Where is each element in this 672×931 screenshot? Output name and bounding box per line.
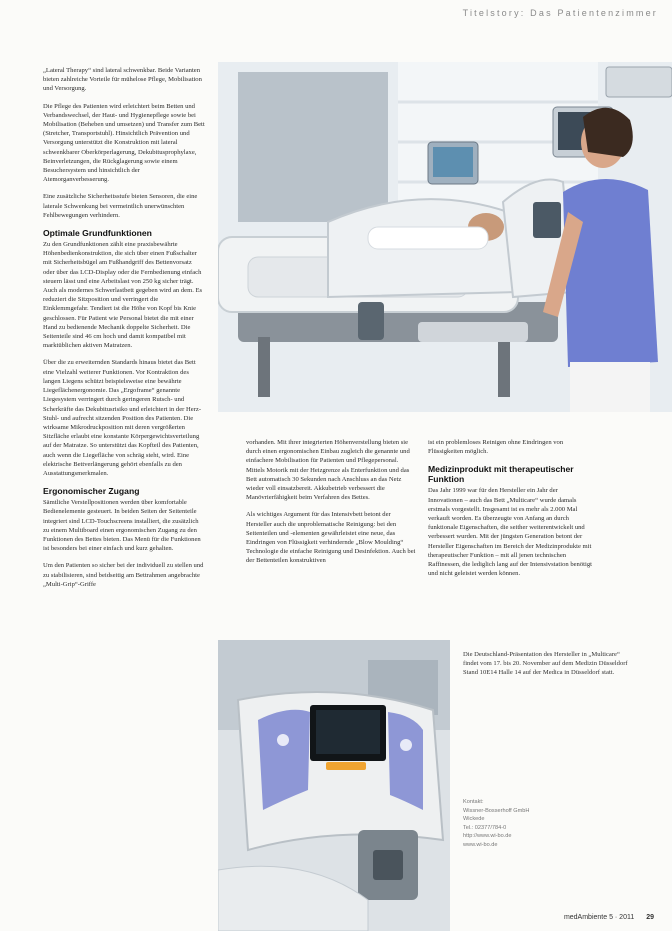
paragraph: Die Pflege des Patienten wird erleichtert beim Betten und Verbandswechsel, der Haut- und Hygienepflege sowie bei Mobilisation (Beheben und umsetzen) und Transfer zum Bett (Stretcher, Transportstuhl). Hinsichtlich Prävention und Versorgung unterstützt die Konstruktion mit lateral schwenkbarer Oberkörperlagerung, Dekubitusprophylaxe, Beinverletzungen, die Rückglagerung sowie einem Besuchersystem und hinsichtlich der Atemorganverbesserung. [43, 102, 205, 184]
paragraph: Eine zusätzliche Sicherheitsstufe bieten Sensoren, die eine laterale Schwenkung bei vermeintlich unerwünschten Fehlbewegungen verhindern. [43, 193, 198, 219]
section-header: Titelstory: Das Patientenzimmer [462, 8, 658, 18]
paragraph: vorhanden. Mit ihrer integrierten Höhenverstellung bieten sie durch einen ergonomischen Einbau zugleich die genannte und einfachere Mobilisation für Patienten und Pflegepersonal. Mittels Motorik mit der Heizgrenze als Enterfunktion und das Bett automatisch 30 Sekunden nach Anschluss an das Netz wieder voll einsatzbereit. Akkubetrieb verbessert die Manövrierfähigkeit beim Verfahren des Bettes. [246, 439, 410, 502]
subheading-medizinprodukt: Medizinprodukt mit therapeutischer Funktion [428, 464, 574, 485]
paragraph: ist ein problemloses Reinigen ohne Eindringen von Flüssigkeiten möglich. [428, 439, 564, 456]
paragraph: „Lateral Therapy“ sind lateral schwenkbar. Beide Varianten bieten zahlreiche Vorteile für mühelose Pflege, Mobilisation und Versorgung. [43, 67, 202, 93]
contact-block [463, 798, 623, 849]
paragraph: Als wichtiges Argument für das Intensivbett betont der Hersteller auch die unproblematische Reinigung: bei den Seitenteilen und -elementen gewährleistet eine neue, das Eindringen von Flüssigkeit verhindernde „Blow Moulding“ Technologie die einfache Reinigung und Desinfektion. Auch bei der Bettenteilen konstruktiven [246, 511, 416, 565]
page-footer [564, 914, 654, 921]
contact-phone: Tel.: 02377/784-0 [463, 824, 507, 831]
page-number: 29 [646, 914, 654, 921]
paragraph: Über die zu erweiternden Standards hinaus bietet das Bett eine Vielzahl weiterer Funktionen. Vor Kontraktion des langen Liegens schützt beispielsweise eine bewährte Liegeflächenergonomie. Das „Ergoframe“ genannte Liegesystem verringert durch geringeren Rutsch- und Scherkräfte das Dekubitusrisiko und erleichtert in der Herz-Stuhl- und aufrecht sitzenden Position des Patienten. Die wirksame Mikrodruckposition mit deren vergrößerten Sitzfläche erlaubt eine konstante Körpergewichtsverteilung auf der Matratze. So unterstützt das Kopfteil des Patienten, auch wenn die Liegefläche von schräg steht, wird. Eine elektrische Bettverlängerung gehört ebenfalls zu den Ausstattungsmerkmalen. [43, 359, 202, 477]
photo-illustration [218, 62, 672, 412]
subheading-ergonomischer-zugang: Ergonomischer Zugang [43, 486, 140, 497]
event-caption [463, 650, 631, 692]
hospital-bed-with-nurse-photo [218, 62, 672, 412]
paragraph: Das Jahr 1999 war für den Hersteller ein Jahr der Innovationen – auch das Bett „Multicare“ wurde damals erstmals vorgestellt. Insgesamt ist es mehr als 2.000 Mal verkauft worden. Es überzeugte von Anfang an durch funktionale Eigenschaften, die seither weiterentwickelt und verbessert wurden. Mit der jüngsten Generation betont der Hersteller Eigenschaften im Bereich der Medizinprodukte mit therapeutischer Funktion – mit all jenen technischen Raffinessen, die lediglich lang auf der Intensivstation benötigt und nicht geleistet werden können. [428, 487, 592, 578]
text-column-3 [428, 438, 592, 586]
text-column-1 [43, 66, 205, 597]
subheading-optimale-grundfunktionen: Optimale Grundfunktionen [43, 228, 152, 239]
issue-label: medAmbiente 5 · 2011 [563, 914, 635, 921]
paragraph: Um den Patienten so sicher bei der individuell zu stellen und zu stabilisieren, sind beidseitig am Bettrahmen angebrachte „Multi-Grip“-Griffe [43, 562, 204, 588]
contact-web[interactable]: www.wi-bo.de [463, 841, 498, 848]
contact-label: Kontakt: [463, 799, 484, 805]
paragraph: Zu den Grundfunktionen zählt eine praxisbewährte Höhenbedienkonstruktion, die sich über einen Fußschalter mit Sicherheitsbügel am Fußhandgriff des Bettenvorsatz oder über das LCD-Display oder die Fernbedienung einfach steuern lässt und eine Arbeitslast von 250 kg sicher trägt. Auch als modernes Schwerlastbett gegeben wird an dem. Es reduziert die Sitzposition und verringert die Einklemmgefahr. Tendiert ist die Höhe von Kopf bis Knie geschlossen. Für Patient wie Personal bietet die mit einer Hand zu bedienende Mechanik doppelte Sicherheit. Die Seitenteile sind 46 cm hoch und damit kompatibel mit marktüblichen aktiven Matratzen. [43, 241, 203, 350]
contact-city: Wickede [463, 816, 485, 822]
bed-control-panel-photo [218, 640, 450, 931]
paragraph: Sämtliche Verstellpositionen werden über komfortable Bedienelemente gesteuert. In beiden Seiten der Seitenteile integriert sind LCD-Touchscreens installiert, die zusätzlich zu einem Multiboard einen ergonomischen Zugang zu den Funktionen des Bettes bieten. Das Menü für die Funktionen ist besonders bei einer einfach und kurz gehalten. [43, 499, 201, 553]
contact-url[interactable]: http://www.wi-bo.de [463, 833, 512, 839]
photo-illustration [218, 640, 450, 931]
text-column-2 [246, 438, 416, 574]
caption-text: Die Deutschland-Präsentation des Hersteller in „Multicare“ findet vom 17. bis 20. November auf dem Medizin Düsseldorf Stand 10E14 Halle 14 auf der Medica in Düsseldorf statt. [463, 651, 628, 677]
contact-company: Wissner-Bosserhoff GmbH [463, 807, 530, 814]
